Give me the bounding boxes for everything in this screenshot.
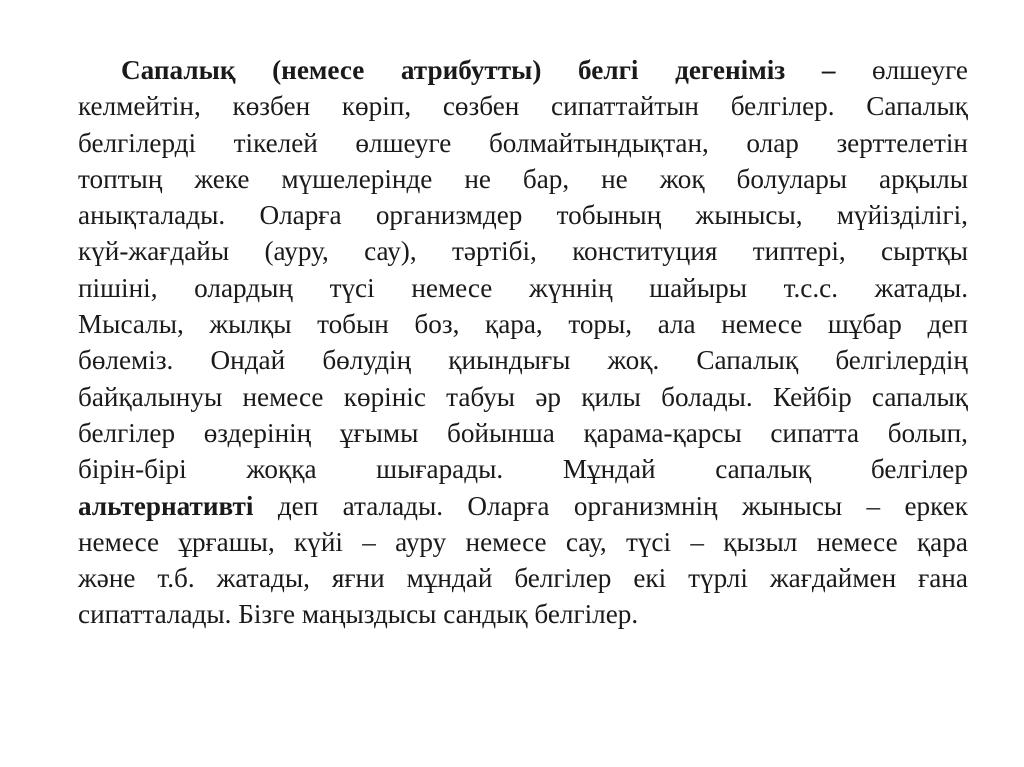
text-line [78, 88, 968, 124]
word: арқылы [879, 163, 968, 194]
word: деп [927, 309, 968, 340]
word: немесе [411, 272, 493, 303]
word: сау), [364, 236, 417, 267]
word: әр [535, 381, 562, 412]
word: түрлі [688, 563, 748, 594]
word: өлшеуге [355, 127, 452, 158]
word: белгілердің [835, 345, 968, 376]
word: көріп, [341, 91, 412, 122]
word: болулары [736, 163, 848, 194]
word: боз, [414, 309, 460, 340]
word: сапалық [715, 454, 812, 485]
word: бойынша [447, 417, 555, 448]
word: немесе [816, 526, 898, 557]
word: сыртқы [881, 236, 968, 267]
word: ауру [395, 526, 447, 557]
word: болады. [661, 381, 753, 412]
text-line [78, 197, 968, 233]
word: немесе [242, 381, 324, 412]
word: жүннің [529, 272, 613, 303]
word: Оларға [259, 200, 342, 231]
word: маңыздысы [301, 599, 437, 630]
word: топтың [78, 163, 163, 194]
paragraph [78, 52, 968, 633]
word: болмайтындықтан, [488, 127, 709, 158]
text-line [78, 52, 968, 88]
word: белгілер. [534, 599, 639, 630]
word: түсі [625, 526, 672, 557]
word: байқалынуы [78, 381, 223, 412]
word: келмейтін, [78, 91, 201, 122]
word: қара [916, 526, 968, 557]
text-line [78, 125, 968, 161]
word: немесе [465, 526, 547, 557]
word: Мысалы, [78, 309, 184, 340]
word: күйі [294, 526, 343, 557]
text-line [78, 342, 968, 378]
word: ғана [918, 563, 968, 594]
word: организмдер [375, 200, 523, 231]
word: қилы [581, 381, 641, 412]
word: табуы [446, 381, 516, 412]
word: торы, [568, 309, 633, 340]
text-line [78, 306, 968, 342]
word: т.б. [157, 563, 195, 594]
word: бірін-бірі [78, 454, 187, 485]
word: олардың [194, 272, 293, 303]
bold-word: – [821, 55, 836, 85]
word: қарама-қарсы [583, 417, 742, 448]
word: т.с.с. [783, 272, 839, 303]
word: Мұндай [562, 454, 656, 485]
word: жатады. [874, 272, 968, 303]
text-line [78, 560, 968, 596]
word: мұндай [406, 563, 493, 594]
word: сау, [565, 526, 607, 557]
text-line [78, 233, 968, 269]
word: пішіні, [78, 272, 158, 303]
word: жылқы [209, 309, 292, 340]
text-line [78, 415, 968, 451]
word: организмнің [573, 490, 718, 521]
word: Бізге [238, 599, 296, 630]
word: типтері, [752, 236, 846, 267]
word: сипатталады. [78, 599, 232, 630]
word: өлшеуге [872, 55, 968, 85]
word: Кейбір [772, 381, 852, 412]
bold-word: атрибутты) [400, 55, 542, 85]
bold-word: альтернативті [78, 490, 254, 521]
word: тобының [556, 200, 662, 231]
word: сөзбен [442, 91, 520, 122]
word: өздерінің [203, 417, 312, 448]
word: жағдаймен [769, 563, 897, 594]
word: жатады, [216, 563, 310, 594]
bold-word: (немесе [272, 55, 365, 85]
word: жынысы [741, 490, 843, 521]
word: белгілер [514, 563, 612, 594]
word: еркек [904, 490, 968, 521]
word: – [362, 526, 376, 557]
word: көрініс [343, 381, 426, 412]
word: бөлудің [322, 345, 412, 376]
word: сапалық [871, 381, 968, 412]
word: болып, [887, 417, 968, 448]
word: сандық [443, 599, 528, 630]
bold-word: Сапалық [121, 55, 236, 85]
text-line [78, 524, 968, 560]
word: мүшелерінде [281, 163, 433, 194]
word: ала [657, 309, 696, 340]
word: яғни [331, 563, 385, 594]
word: сипаттайтын [551, 91, 699, 122]
word: мүйізділігі, [836, 200, 968, 231]
word: тобын [317, 309, 389, 340]
word: жоққа [246, 454, 317, 485]
word: деп [277, 490, 319, 521]
word: шығарады. [376, 454, 504, 485]
word: (ауру, [264, 236, 329, 267]
word: жынысы, [695, 200, 803, 231]
word: екі [633, 563, 667, 594]
word: жоқ [659, 163, 705, 194]
word: ұрғашы, [178, 526, 275, 557]
text-line [78, 161, 968, 197]
word: – [690, 526, 704, 557]
bold-word: белгі [578, 55, 639, 85]
word: сипатта [770, 417, 860, 448]
word: конституция [572, 236, 718, 267]
word: жеке [194, 163, 250, 194]
text-line [78, 488, 968, 524]
word: тәртібі, [452, 236, 537, 267]
word: шұбар [827, 309, 902, 340]
word: белгілерді [78, 127, 197, 158]
word: көзбен [232, 91, 311, 122]
word: Сапалық [696, 345, 799, 376]
word: қиындығы [448, 345, 571, 376]
word: Оларға [467, 490, 550, 521]
word: бөлеміз. [78, 345, 174, 376]
word: ұғымы [339, 417, 419, 448]
text-line [78, 270, 968, 306]
word: және [78, 563, 136, 594]
word: – [866, 490, 881, 521]
word: не [601, 163, 628, 194]
text-line [78, 451, 968, 487]
word: белгілер [870, 454, 968, 485]
word: күй-жағдайы [78, 236, 230, 267]
word: олар [746, 127, 799, 158]
word: немесе [78, 526, 160, 557]
word: бар, [522, 163, 570, 194]
word: не [464, 163, 491, 194]
text-line [78, 379, 968, 415]
word: жоқ. [607, 345, 660, 376]
word: анықталады. [78, 200, 226, 231]
word: аталады. [342, 490, 444, 521]
text-line [78, 596, 968, 632]
word: белгілер. [730, 91, 835, 122]
word: немесе [721, 309, 803, 340]
word: қызыл [723, 526, 798, 557]
word: қара, [484, 309, 543, 340]
word: зерттелетін [836, 127, 968, 158]
word: белгілер [78, 417, 176, 448]
word: Ондай [210, 345, 286, 376]
word: тікелей [233, 127, 318, 158]
bold-word: дегеніміз [675, 55, 786, 85]
word: шайыры [649, 272, 747, 303]
word: түсі [329, 272, 375, 303]
word: Сапалық [866, 91, 968, 122]
